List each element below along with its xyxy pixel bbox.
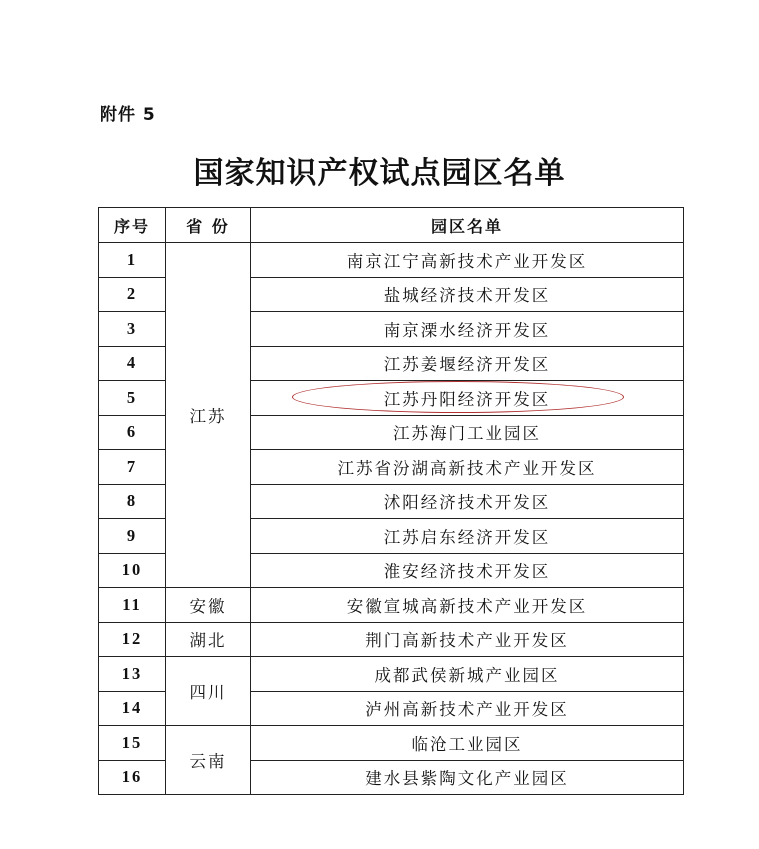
row-park-name: 盐城经济技术开发区 (251, 277, 684, 312)
row-park-name: 安徽宣城高新技术产业开发区 (251, 588, 684, 623)
row-province: 云南 (166, 726, 251, 795)
table-header-row (99, 208, 684, 243)
row-seq: 13 (99, 657, 166, 692)
row-seq: 15 (99, 726, 166, 761)
row-park-name: 江苏省汾湖高新技术产业开发区 (251, 450, 684, 485)
table-row (99, 243, 684, 278)
row-park-name: 荆门高新技术产业开发区 (251, 622, 684, 657)
park-list-table (98, 207, 684, 795)
row-park-name: 成都武侯新城产业园区 (251, 657, 684, 692)
header-province: 省 份 (166, 208, 251, 243)
document-title: 国家知识产权试点园区名单 (193, 156, 566, 191)
row-seq: 9 (99, 519, 166, 554)
header-park-name: 园区名单 (251, 208, 684, 243)
row-seq: 10 (99, 553, 166, 588)
table-row (99, 726, 684, 761)
row-park-name: 临沧工业园区 (251, 726, 684, 761)
row-park-name-highlighted: 江苏丹阳经济开发区 (251, 381, 684, 416)
row-seq: 16 (99, 760, 166, 795)
row-seq: 2 (99, 277, 166, 312)
row-park-name: 南京溧水经济开发区 (251, 312, 684, 347)
table-row (99, 588, 684, 623)
row-province: 四川 (166, 657, 251, 726)
row-seq: 3 (99, 312, 166, 347)
row-seq: 14 (99, 691, 166, 726)
row-province: 江苏 (166, 243, 251, 588)
row-park-name: 建水县紫陶文化产业园区 (251, 760, 684, 795)
row-park-name: 江苏海门工业园区 (251, 415, 684, 450)
row-province: 湖北 (166, 622, 251, 657)
row-seq: 4 (99, 346, 166, 381)
row-seq: 8 (99, 484, 166, 519)
row-seq: 1 (99, 243, 166, 278)
row-park-name: 沭阳经济技术开发区 (251, 484, 684, 519)
header-seq: 序号 (99, 208, 166, 243)
row-seq: 12 (99, 622, 166, 657)
row-seq: 5 (99, 381, 166, 416)
row-park-name: 南京江宁高新技术产业开发区 (251, 243, 684, 278)
table-row (99, 657, 684, 692)
row-seq: 6 (99, 415, 166, 450)
row-park-name: 江苏姜堰经济开发区 (251, 346, 684, 381)
row-park-name: 淮安经济技术开发区 (251, 553, 684, 588)
attachment-label: 附件 5 (100, 105, 156, 125)
row-seq: 11 (99, 588, 166, 623)
table-body (99, 243, 684, 795)
row-seq: 7 (99, 450, 166, 485)
row-park-name: 江苏启东经济开发区 (251, 519, 684, 554)
table-row (99, 622, 684, 657)
row-park-name: 泸州高新技术产业开发区 (251, 691, 684, 726)
row-province: 安徽 (166, 588, 251, 623)
